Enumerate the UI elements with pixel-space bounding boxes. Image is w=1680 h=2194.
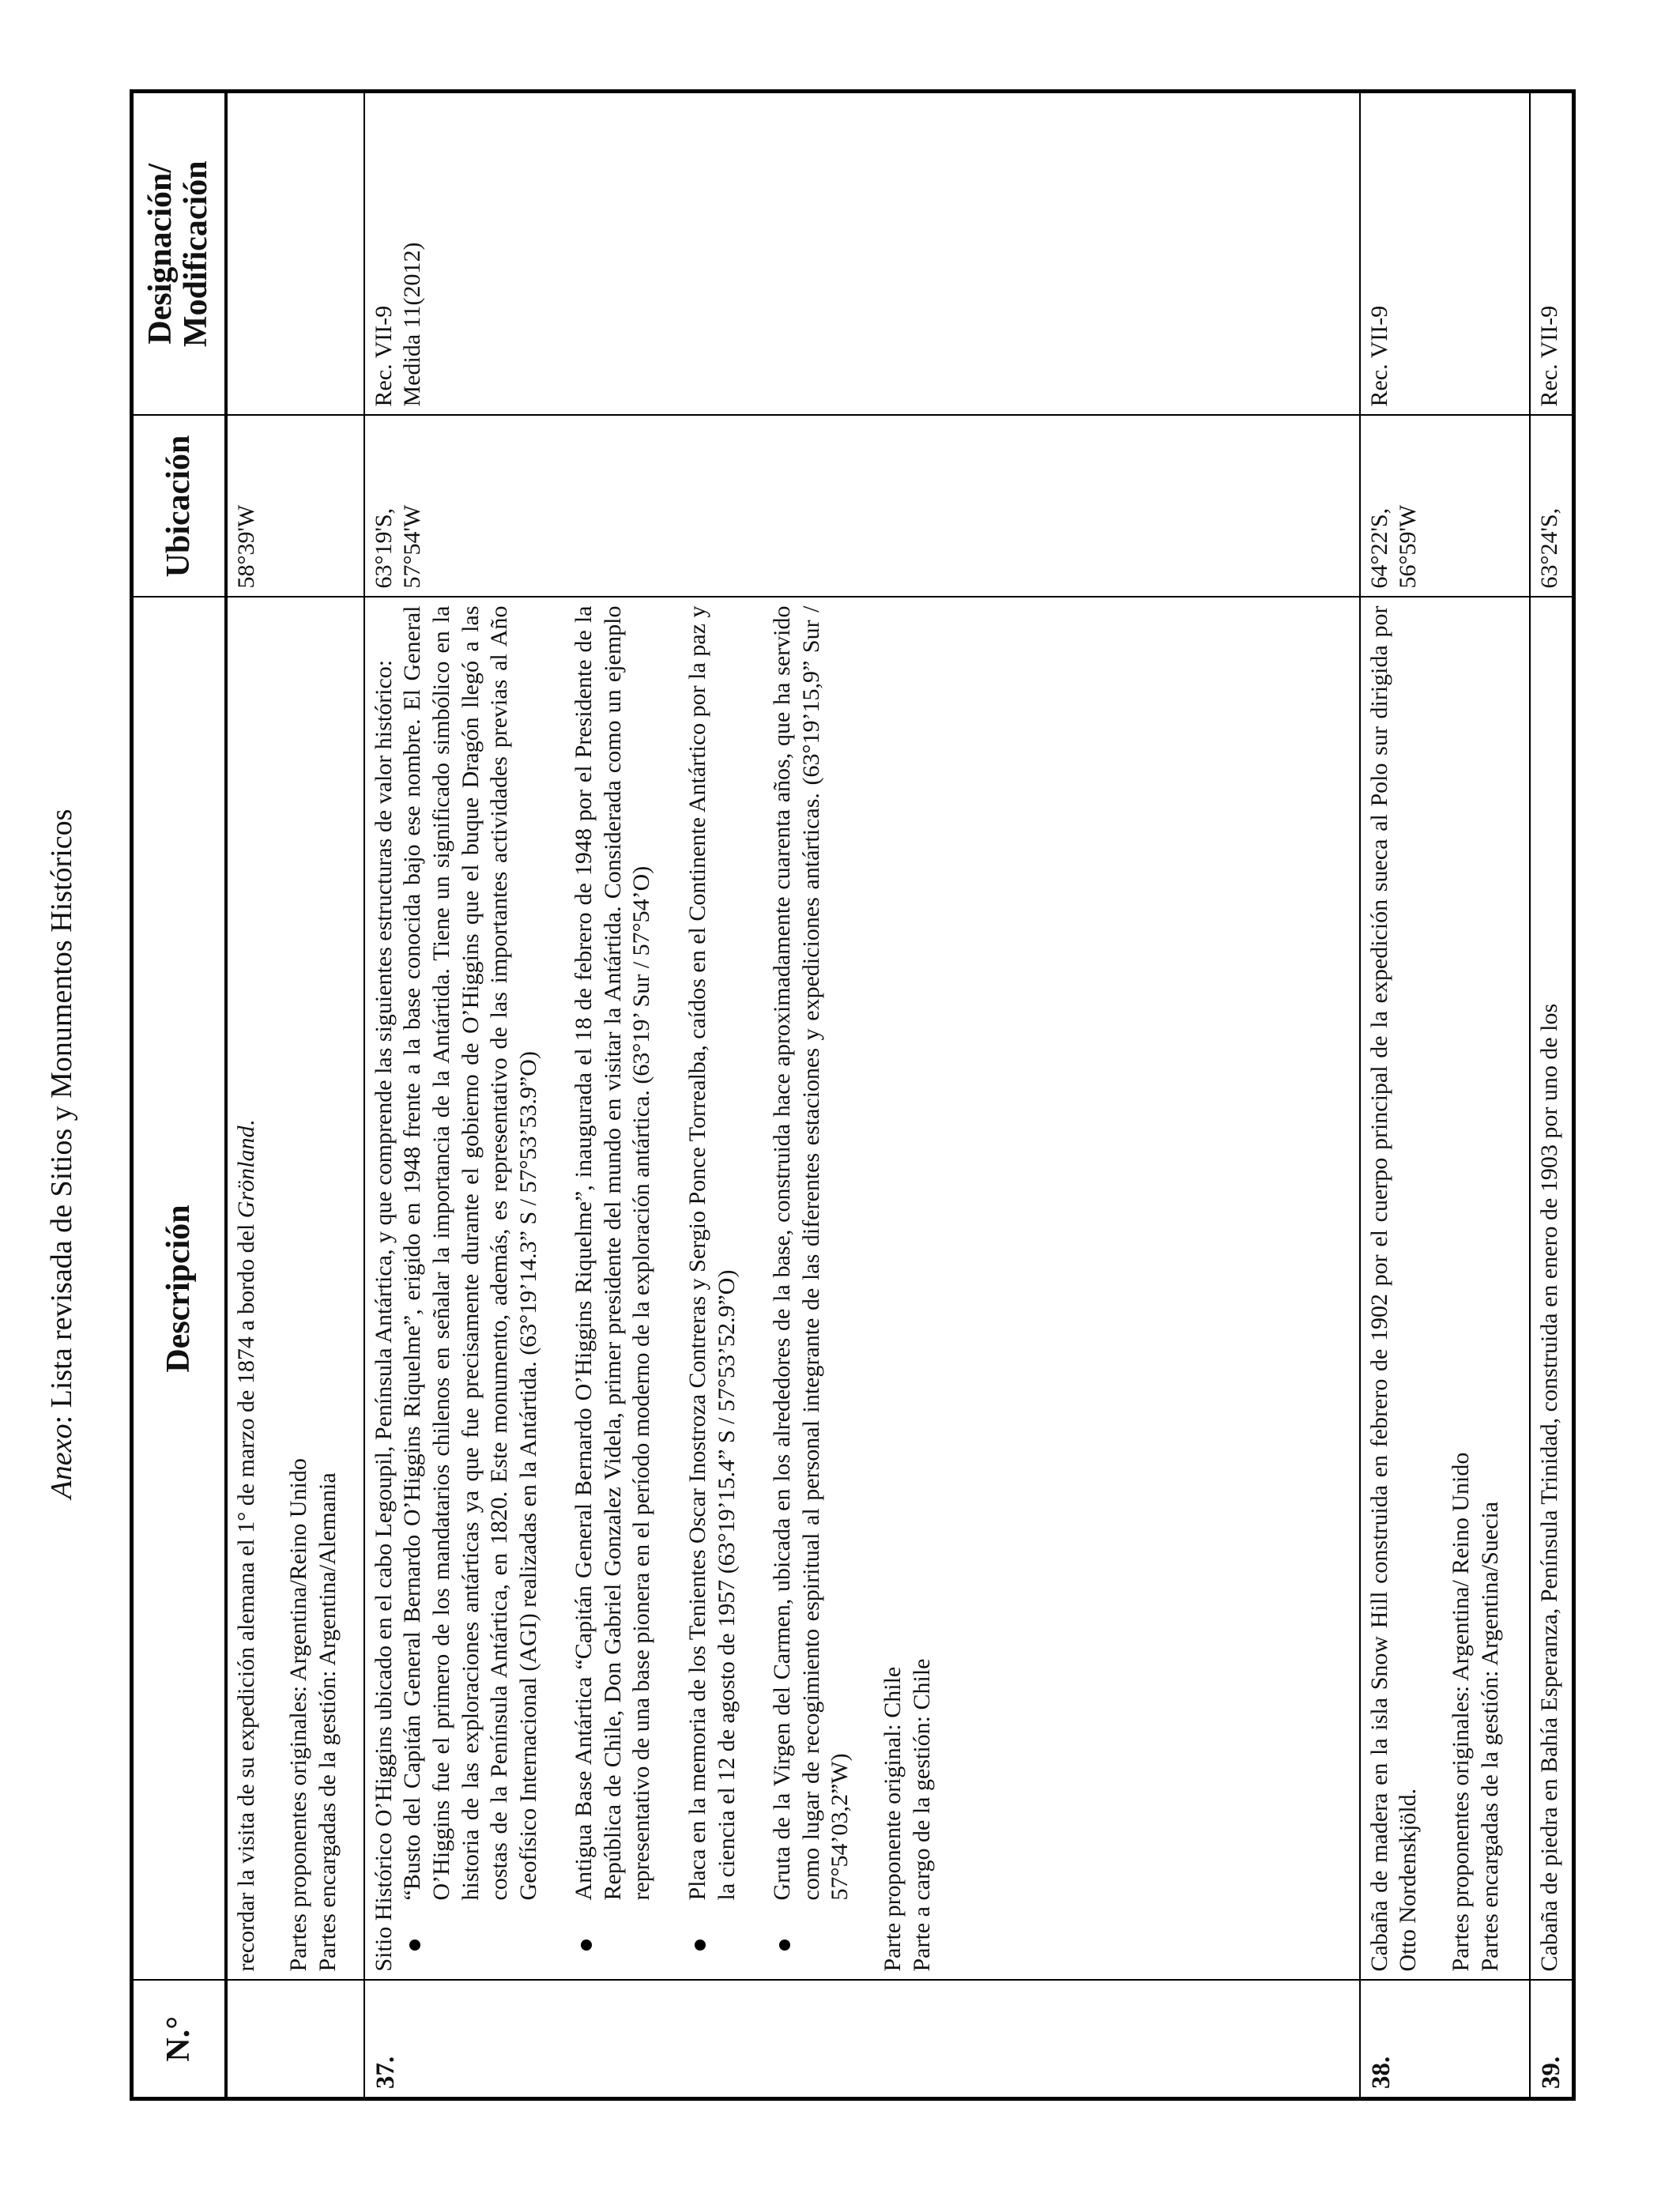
running-header (44, 809, 79, 1499)
description-text-part: recordar la visita de su expedición alemana el 1° de marzo de 1874 a bordo del (232, 1218, 259, 1972)
table-row (1360, 92, 1530, 2099)
row-location (364, 416, 1360, 598)
list-item-text: Placa en la memoria de los Tenientes Oscar Inostroza Contreras y Sergio Ponce Torrealba, caídos en el Continente Antártico por la paz y la ciencia el 12 de agosto de 1957 (63°19’15.4” S / 57°53’52.9”O) (684, 605, 740, 1901)
row-description (226, 598, 364, 1981)
running-header-prefix: Anexo (45, 1423, 78, 1499)
managing-party: Parte a cargo de la gestión: Chile (908, 1658, 935, 1972)
list-item-text: Antigua Base Antártica “Capitán General Bernardo O’Higgins Riquelme”, inaugurada el 18 de febrero de 1948 por el Presidente de la República de Chile, Don Gabriel Gonzalez Videla, primer presidente del mundo en visitar la Antártida. Considerada como un ejemplo representativo de una base pionera en el período moderno de la exploración antártica. (63°19’ Sur / 57°54’O) (571, 605, 655, 1901)
designation-line: Rec. VII-9 (1535, 305, 1562, 407)
description-text: Cabaña de piedra en Bahía Esperanza, Península Trinidad, construida en enero de 1903 por uno de los (1535, 1003, 1562, 1972)
row-location (226, 416, 364, 598)
row-number: 38. (1360, 1981, 1530, 2099)
row-description (1360, 598, 1530, 1981)
list-item (398, 606, 543, 1972)
bullet-icon (581, 1940, 592, 1951)
header-designation-line-1: Designación/ (142, 163, 179, 345)
designation-line: Rec. VII-9 (1365, 305, 1392, 407)
table-row (226, 92, 364, 2099)
row-number (226, 1981, 364, 2099)
header-number: N.° (132, 1981, 226, 2099)
list-item (768, 606, 855, 1972)
row-number: 37. (364, 1981, 1360, 2099)
managing-parties: Partes encargadas de la gestión: Argentina/Suecia (1476, 1501, 1503, 1972)
location-line: 63°24'S, (1535, 507, 1562, 589)
row-designation (1530, 92, 1574, 416)
list-item-text: Gruta de la Virgen del Carmen, ubicada en los alrededores de la base, construida hace aproximadamente cuarenta años, que ha servido como lugar de recogimiento espiritual al personal integrante de las diferentes estaciones y expediciones antárticas. (63°19’15,9” Sur / 57°54’03,2”W) (769, 605, 853, 1901)
bullet-icon (409, 1940, 420, 1951)
rotated-page (98, 54, 1584, 2140)
bullet-icon (779, 1940, 790, 1951)
header-location: Ubicación (132, 416, 226, 598)
proposing-parties: Partes proponentes originales: Argentina/ Reino Unido (1447, 1452, 1474, 1972)
location-line: 63°19'S, (370, 507, 397, 589)
row-description (364, 598, 1360, 1981)
location-line: 58°39'W (232, 504, 259, 589)
row-number: 39. (1530, 1981, 1574, 2099)
table-row (1530, 92, 1574, 2099)
row-designation (226, 92, 364, 416)
table-row (364, 92, 1360, 2099)
proposing-parties: Partes proponentes originales: Argentina/Reino Unido (285, 1458, 312, 1972)
row-location (1530, 416, 1574, 598)
list-item (684, 606, 741, 1972)
header-designation (132, 92, 226, 416)
designation-line: Rec. VII-9 (370, 305, 397, 407)
row-location (1360, 416, 1530, 598)
managing-parties: Partes encargadas de la gestión: Argentina/Alemania (314, 1472, 341, 1972)
designation-line: Medida 11(2012) (399, 242, 426, 407)
location-line: 56°59'W (1395, 504, 1422, 589)
header-designation-line-2: Modificación (178, 160, 215, 348)
running-header-title: : Lista revisada de Sitios y Monumentos Históricos (45, 809, 78, 1424)
structures-list (398, 606, 855, 1972)
row-designation (364, 92, 1360, 416)
row-description (1530, 598, 1574, 1981)
location-line: 57°54'W (399, 504, 426, 589)
ship-name: Grönland (232, 1125, 259, 1219)
header-description: Descripción (132, 598, 226, 1981)
row-designation (1360, 92, 1530, 416)
list-item (570, 606, 657, 1972)
historic-sites-table (130, 89, 1576, 2101)
list-item-text: “Busto del Capitán General Bernardo O’Higgins Riquelme”, erigido en 1948 frente a la base conocida bajo ese nombre. El General O’Higgins fue el primero de los mandatarios chilenos en señalar la importancia de la Antártida. Tiene un significado simbólico en la historia de las exploraciones antárticas ya que fue precisamente durante el gobierno de O’Higgins que el buque Dragón llegó a las costas de la Península Antártica, en 1820. Este monumento, además, es representativo de las importantes actividades previas al Año Geofísico Internacional (AGI) realizadas en la Antártida. (63°19’14.3” S / 57°53’53.9”O) (399, 605, 541, 1901)
bullet-icon (695, 1940, 706, 1951)
description-text (232, 606, 262, 1972)
location-line: 64°22'S, (1365, 507, 1392, 589)
description-text: Cabaña de madera en la isla Snow Hill construida en febrero de 1902 por el cuerpo principal de la expedición sueca al Polo sur dirigida por Otto Nordenskjöld. (1365, 605, 1422, 1972)
description-text-end: . (232, 1120, 259, 1126)
table-header-row (132, 92, 226, 2099)
description-intro: Sitio Histórico O’Higgins ubicado en el cabo Legoupil, Península Antártica, y que comprende las siguientes estructuras de valor histórico: (370, 659, 397, 1972)
proposing-party: Parte proponente original: Chile (880, 1666, 906, 1972)
